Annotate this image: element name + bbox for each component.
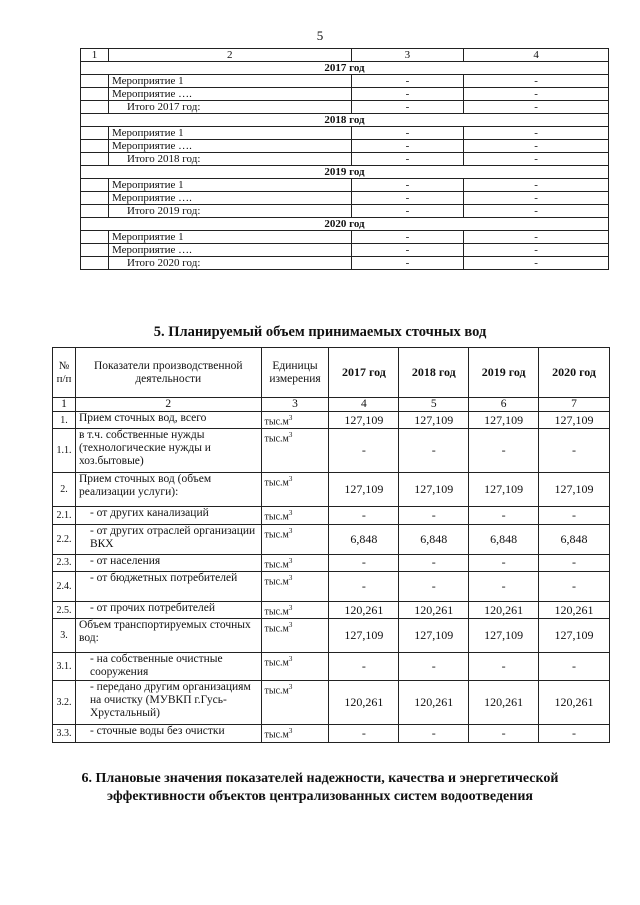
measure-label: Итого 2019 год:: [108, 205, 351, 218]
measure-label: Итого 2018 год:: [108, 153, 351, 166]
table-row: [53, 619, 610, 653]
value-cell: 6,848: [539, 524, 610, 554]
value-cell: 127,109: [469, 473, 539, 507]
measure-label: Мероприятие ….: [108, 140, 351, 153]
value-cell: -: [469, 554, 539, 571]
value-cell: -: [351, 127, 464, 140]
column-index-cell: 4: [464, 49, 609, 62]
value-cell: -: [539, 429, 610, 473]
unit-cell: [261, 619, 329, 653]
row-number: 2.1.: [53, 507, 76, 524]
value-cell: -: [399, 429, 469, 473]
unit-text: тыс.м: [264, 477, 289, 489]
section-6-title-line1: 6. Плановые значения показателей надежности, качества и энергетической: [81, 771, 559, 786]
value-cell: -: [464, 244, 609, 257]
page-number: 5: [316, 28, 324, 43]
row-number: 2.3.: [53, 554, 76, 571]
indicator-label: - сточные воды без очистки: [75, 725, 261, 742]
value-cell: -: [351, 244, 464, 257]
unit-text: тыс.м: [264, 623, 289, 635]
table-row: [81, 88, 609, 101]
measure-label: Мероприятие 1: [108, 127, 351, 140]
measures-table: [80, 48, 609, 270]
value-cell: -: [399, 554, 469, 571]
value-cell: -: [539, 571, 610, 601]
year-label: 2018 год: [81, 114, 609, 127]
value-cell: -: [399, 571, 469, 601]
column-index-cell: 2: [108, 49, 351, 62]
empty-cell: [81, 127, 109, 140]
empty-cell: [81, 140, 109, 153]
header-2020: 2020 год: [539, 348, 610, 398]
value-cell: -: [351, 192, 464, 205]
table-row: [81, 75, 609, 88]
unit-text: тыс.м: [264, 729, 289, 741]
value-cell: 120,261: [539, 601, 610, 618]
index-cell: 2: [75, 398, 261, 412]
header-2017: 2017 год: [329, 348, 399, 398]
index-cell: 4: [329, 398, 399, 412]
unit-superscript: 3: [288, 621, 293, 630]
table-row: [53, 681, 610, 725]
value-cell: -: [351, 75, 464, 88]
unit-cell: [261, 429, 329, 473]
column-index-cell: 3: [351, 49, 464, 62]
empty-cell: [81, 88, 109, 101]
measure-label: Мероприятие 1: [108, 231, 351, 244]
unit-superscript: 3: [288, 414, 293, 422]
row-number: 3.1.: [53, 653, 76, 681]
table-row: [53, 412, 610, 429]
row-number: 2.5.: [53, 601, 76, 618]
unit-cell: [261, 554, 329, 571]
index-cell: 1: [53, 398, 76, 412]
value-cell: -: [464, 205, 609, 218]
row-number: 1.: [53, 412, 76, 429]
indicator-label: Объем транспортируемых сточных вод:: [75, 619, 261, 653]
year-label: 2020 год: [81, 218, 609, 231]
value-cell: 120,261: [399, 681, 469, 725]
value-cell: 127,109: [329, 412, 399, 429]
table-row: [81, 205, 609, 218]
value-cell: 120,261: [469, 601, 539, 618]
value-cell: 127,109: [399, 619, 469, 653]
unit-text: тыс.м: [264, 511, 289, 523]
unit-superscript: 3: [288, 683, 293, 692]
indicator-label: - от прочих потребителей: [75, 601, 261, 618]
empty-cell: [81, 205, 109, 218]
measure-label: Мероприятие 1: [108, 179, 351, 192]
value-cell: 127,109: [469, 619, 539, 653]
indicator-label: в т.ч. собственные нужды (технологические нужды и хоз.бытовые): [75, 429, 261, 473]
empty-cell: [81, 179, 109, 192]
unit-text: тыс.м: [264, 558, 289, 570]
measure-label: Итого 2020 год:: [108, 257, 351, 270]
value-cell: -: [351, 140, 464, 153]
indicator-label: Прием сточных вод, всего: [75, 412, 261, 429]
row-number: 3.2.: [53, 681, 76, 725]
value-cell: -: [329, 725, 399, 742]
value-cell: -: [539, 725, 610, 742]
value-cell: 127,109: [539, 473, 610, 507]
value-cell: -: [464, 127, 609, 140]
indicator-label: Прием сточных вод (объем реализации услуги):: [75, 473, 261, 507]
table-row: [81, 153, 609, 166]
value-cell: -: [351, 205, 464, 218]
value-cell: -: [539, 507, 610, 524]
unit-text: тыс.м: [264, 576, 289, 588]
indicator-label: - от бюджетных потребителей: [75, 571, 261, 601]
value-cell: -: [464, 231, 609, 244]
unit-cell: [261, 601, 329, 618]
value-cell: 120,261: [469, 681, 539, 725]
unit-superscript: 3: [288, 655, 293, 664]
row-number: 3.3.: [53, 725, 76, 742]
value-cell: -: [351, 257, 464, 270]
table-header-row: [81, 49, 609, 62]
empty-cell: [81, 153, 109, 166]
value-cell: 127,109: [399, 412, 469, 429]
value-cell: -: [464, 179, 609, 192]
unit-cell: [261, 507, 329, 524]
value-cell: -: [464, 88, 609, 101]
index-cell: 5: [399, 398, 469, 412]
empty-cell: [81, 192, 109, 205]
year-row: [81, 114, 609, 127]
unit-superscript: 3: [288, 475, 293, 484]
empty-cell: [81, 101, 109, 114]
value-cell: -: [329, 571, 399, 601]
value-cell: 120,261: [329, 681, 399, 725]
year-row: [81, 218, 609, 231]
indicator-label: - от других отраслей организации ВКХ: [75, 524, 261, 554]
unit-cell: [261, 681, 329, 725]
table-row: [81, 192, 609, 205]
value-cell: 127,109: [539, 412, 610, 429]
unit-superscript: 3: [288, 556, 293, 565]
value-cell: -: [464, 140, 609, 153]
section-6-title-line2: эффективности объектов централизованных систем водоотведения: [107, 789, 533, 804]
row-number: 1.1.: [53, 429, 76, 473]
indicator-label: - от населения: [75, 554, 261, 571]
empty-cell: [81, 231, 109, 244]
table-row: [53, 601, 610, 618]
unit-superscript: 3: [288, 509, 293, 518]
unit-superscript: 3: [288, 526, 293, 535]
measure-label: Мероприятие ….: [108, 88, 351, 101]
empty-cell: [81, 257, 109, 270]
year-row: [81, 62, 609, 75]
value-cell: 120,261: [329, 601, 399, 618]
indicator-label: - на собственные очистные сооружения: [75, 653, 261, 681]
unit-text: тыс.м: [264, 416, 289, 428]
value-cell: 6,848: [469, 524, 539, 554]
value-cell: 120,261: [399, 601, 469, 618]
value-cell: 127,109: [329, 473, 399, 507]
value-cell: -: [351, 153, 464, 166]
wastewater-volume-table: [52, 347, 610, 743]
indicator-label: - от других канализаций: [75, 507, 261, 524]
column-index-row: [53, 398, 610, 412]
unit-cell: [261, 473, 329, 507]
table-row: [53, 524, 610, 554]
indicator-label: - передано другим организациям на очистку (МУВКП г.Гусь-Хрустальный): [75, 681, 261, 725]
unit-superscript: 3: [288, 603, 293, 612]
value-cell: 6,848: [329, 524, 399, 554]
value-cell: 127,109: [399, 473, 469, 507]
value-cell: -: [469, 507, 539, 524]
table-row: [81, 140, 609, 153]
value-cell: -: [351, 101, 464, 114]
unit-cell: [261, 571, 329, 601]
value-cell: -: [469, 571, 539, 601]
header-2019: 2019 год: [469, 348, 539, 398]
value-cell: -: [329, 507, 399, 524]
value-cell: -: [351, 179, 464, 192]
table-row: [53, 473, 610, 507]
value-cell: -: [329, 653, 399, 681]
value-cell: -: [399, 507, 469, 524]
table-row: [53, 653, 610, 681]
measure-label: Мероприятие ….: [108, 192, 351, 205]
measure-label: Мероприятие ….: [108, 244, 351, 257]
unit-text: тыс.м: [264, 433, 289, 445]
value-cell: -: [539, 653, 610, 681]
table-row: [53, 554, 610, 571]
unit-superscript: 3: [288, 727, 293, 736]
value-cell: -: [351, 231, 464, 244]
header-2018: 2018 год: [399, 348, 469, 398]
table-row: [81, 127, 609, 140]
table-row: [53, 429, 610, 473]
year-label: 2017 год: [81, 62, 609, 75]
column-index-cell: 1: [81, 49, 109, 62]
value-cell: -: [469, 429, 539, 473]
value-cell: 127,109: [539, 619, 610, 653]
index-cell: 3: [261, 398, 329, 412]
row-number: 2.: [53, 473, 76, 507]
empty-cell: [81, 244, 109, 257]
unit-superscript: 3: [288, 573, 293, 582]
table-row: [81, 101, 609, 114]
table-row: [81, 231, 609, 244]
unit-cell: [261, 412, 329, 429]
value-cell: -: [539, 554, 610, 571]
table-row: [81, 244, 609, 257]
value-cell: -: [351, 88, 464, 101]
value-cell: -: [469, 725, 539, 742]
value-cell: -: [469, 653, 539, 681]
table-row: [53, 571, 610, 601]
unit-cell: [261, 524, 329, 554]
section-6-title: [0, 770, 640, 806]
unit-text: тыс.м: [264, 685, 289, 697]
value-cell: -: [464, 153, 609, 166]
value-cell: -: [464, 257, 609, 270]
value-cell: 6,848: [399, 524, 469, 554]
unit-cell: [261, 725, 329, 742]
empty-cell: [81, 75, 109, 88]
table-row: [53, 507, 610, 524]
table-header-row: [53, 348, 610, 398]
value-cell: -: [329, 429, 399, 473]
year-row: [81, 166, 609, 179]
value-cell: 127,109: [469, 412, 539, 429]
measure-label: Итого 2017 год:: [108, 101, 351, 114]
index-cell: 7: [539, 398, 610, 412]
value-cell: 127,109: [329, 619, 399, 653]
value-cell: -: [399, 725, 469, 742]
unit-superscript: 3: [288, 431, 293, 440]
index-cell: 6: [469, 398, 539, 412]
unit-text: тыс.м: [264, 606, 289, 618]
value-cell: -: [464, 101, 609, 114]
unit-text: тыс.м: [264, 528, 289, 540]
measure-label: Мероприятие 1: [108, 75, 351, 88]
section-5-title: 5. Планируемый объем принимаемых сточных вод: [153, 324, 487, 340]
value-cell: -: [464, 75, 609, 88]
row-number: 2.2.: [53, 524, 76, 554]
table-row: [81, 257, 609, 270]
row-number: 3.: [53, 619, 76, 653]
header-indicator: Показатели производственной деятельности: [75, 348, 261, 398]
header-unit: Единицы измерения: [261, 348, 329, 398]
value-cell: -: [399, 653, 469, 681]
unit-text: тыс.м: [264, 657, 289, 669]
value-cell: -: [464, 192, 609, 205]
table-row: [81, 179, 609, 192]
year-label: 2019 год: [81, 166, 609, 179]
table-row: [53, 725, 610, 742]
row-number: 2.4.: [53, 571, 76, 601]
value-cell: -: [329, 554, 399, 571]
value-cell: 120,261: [539, 681, 610, 725]
unit-cell: [261, 653, 329, 681]
header-num: № п/п: [53, 348, 76, 398]
